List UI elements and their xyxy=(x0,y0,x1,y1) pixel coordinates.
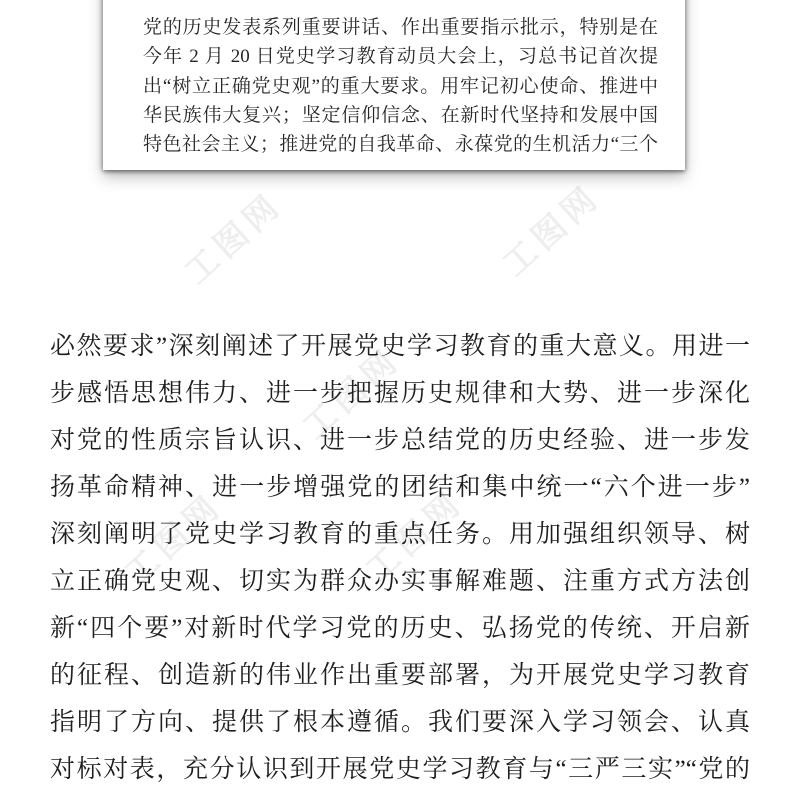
site-watermark: 工图网 xyxy=(177,185,290,291)
site-watermark: 工图网 xyxy=(117,486,230,592)
doc-line: 必然要求”深刻阐述了开展党史学习教育的重大意义。用进一 xyxy=(50,333,750,360)
site-watermark: 工图网 xyxy=(295,340,408,446)
doc-line: 今年 2 月 20 日党史学习教育动员大会上，习总书记首次提 xyxy=(143,46,658,68)
page-preview-text xyxy=(103,0,685,159)
doc-line: 对党的性质宗旨认识、进一步总结党的历史经验、进一步发 xyxy=(50,427,750,454)
doc-line: 步感悟思想伟力、进一步把握历史规律和大势、进一步深化 xyxy=(50,380,750,407)
doc-line: 特色社会主义；推进党的自我革命、永葆党的生机活力“三个 xyxy=(143,134,658,156)
doc-line: 深刻阐明了党史学习教育的重点任务。用加强组织领导、树 xyxy=(50,521,750,548)
doc-line: 对标对表，充分认识到开展党史学习教育与“三严三实”“党的 xyxy=(50,756,750,783)
doc-line: 立正确党史观、切实为群众办实事解难题、注重方式方法创 xyxy=(50,568,750,595)
site-watermark: 工图网 xyxy=(495,177,608,283)
doc-line: 指明了方向、提供了根本遵循。我们要深入学习领会、认真 xyxy=(50,709,750,736)
doc-line: 华民族伟大复兴；坚定信仰信念、在新时代坚持和发展中国 xyxy=(143,104,658,126)
doc-line: 的征程、创造新的伟业作出重要部署，为开展党史学习教育 xyxy=(50,662,750,689)
site-watermark: 工图网 xyxy=(358,483,471,589)
doc-line: 新“四个要”对新时代学习党的历史、弘扬党的传统、开启新 xyxy=(50,615,750,642)
doc-line: 党的历史发表系列重要讲话、作出重要指示批示，特别是在 xyxy=(143,17,658,38)
doc-line: 扬革命精神、进一步增强党的团结和集中统一“六个进一步” xyxy=(50,474,750,501)
document-body-text xyxy=(50,323,750,793)
doc-line: 出“树立正确党史观”的重大要求。用牢记初心使命、推进中 xyxy=(143,75,658,97)
page-preview-card xyxy=(103,0,685,170)
